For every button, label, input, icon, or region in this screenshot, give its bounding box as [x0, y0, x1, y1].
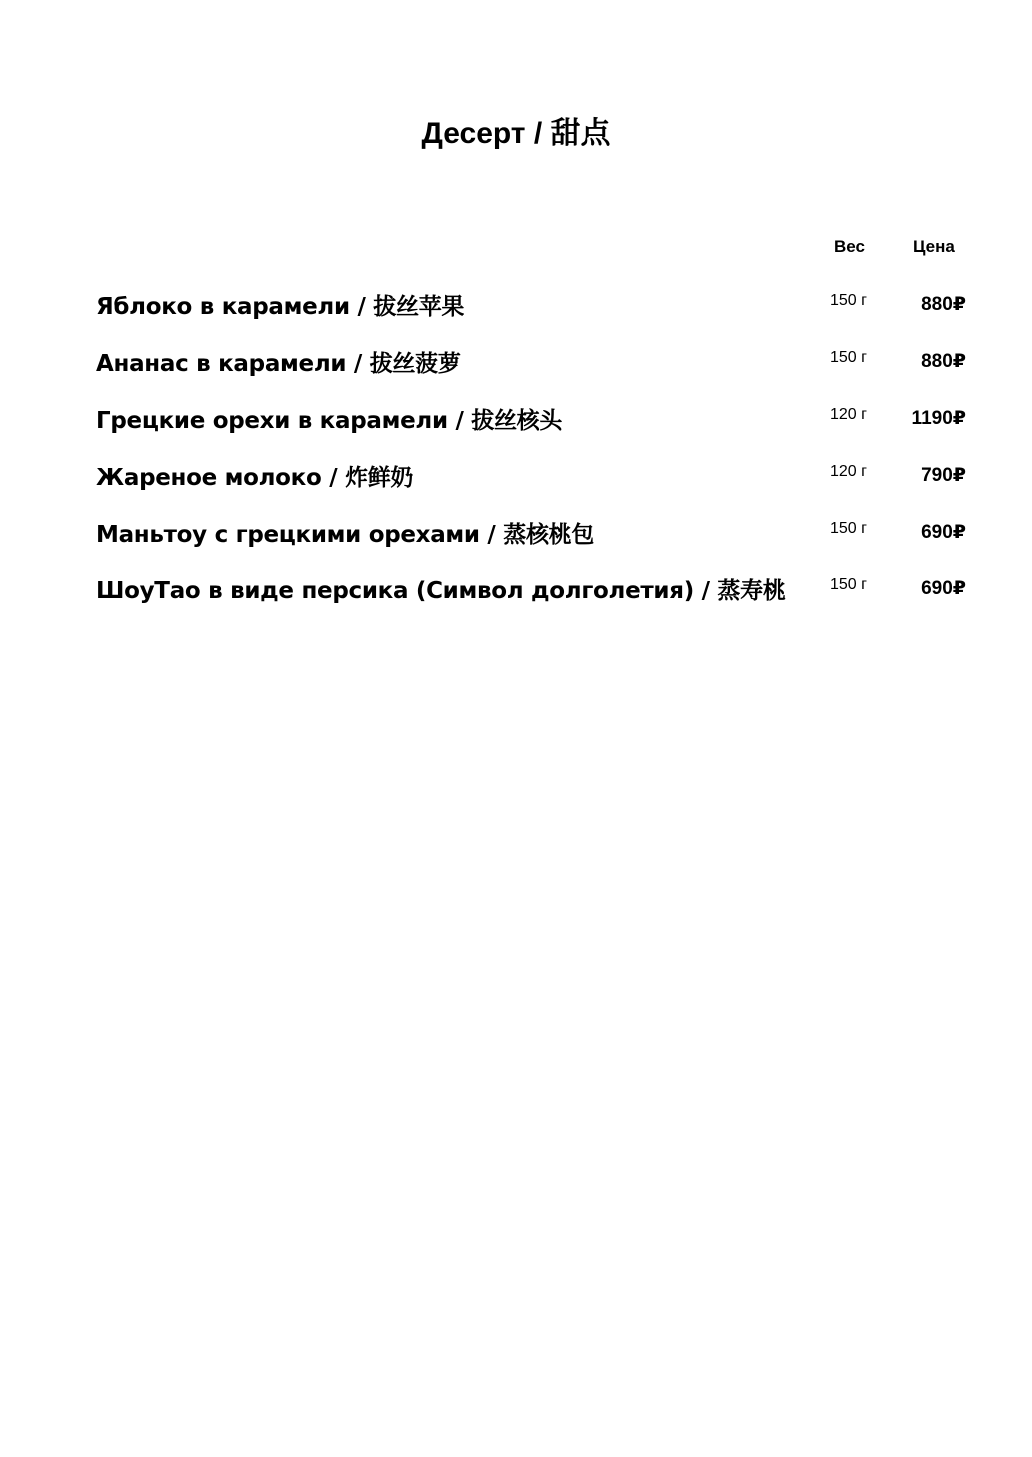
- item-name: Грецкие орехи в карамели / 拔丝核头: [96, 408, 563, 434]
- item-price: 690₽: [921, 522, 966, 543]
- weight-column-header: Вес: [834, 237, 865, 256]
- menu-item: [0, 404, 1032, 448]
- item-weight: 120 г: [830, 463, 867, 480]
- item-price: 790₽: [921, 465, 966, 486]
- menu-item: [0, 461, 1032, 505]
- price-column-header: Цена: [913, 237, 955, 256]
- item-price: 880₽: [921, 351, 966, 372]
- item-name: ШоуТао в виде персика (Символ долголетия) / 蒸寿桃: [96, 578, 786, 604]
- item-weight: 150 г: [830, 292, 867, 309]
- item-price: 690₽: [921, 578, 966, 599]
- item-weight: 150 г: [830, 576, 867, 593]
- item-weight: 120 г: [830, 406, 867, 423]
- item-weight: 150 г: [830, 520, 867, 537]
- page-title: Десерт / 甜点: [421, 117, 611, 150]
- menu-item: [0, 518, 1032, 562]
- item-price: 880₽: [921, 294, 966, 315]
- item-name: Жареное молоко / 炸鲜奶: [96, 465, 414, 491]
- item-price: 1190₽: [911, 408, 966, 429]
- item-name: Ананас в карамели / 拔丝菠萝: [96, 351, 461, 377]
- menu-item: [0, 290, 1032, 334]
- item-weight: 150 г: [830, 349, 867, 366]
- menu-item: [0, 347, 1032, 391]
- item-name: Маньтоу с грецкими орехами / 蒸核桃包: [96, 522, 595, 548]
- item-name: Яблоко в карамели / 拔丝苹果: [96, 294, 465, 320]
- menu-item: [0, 574, 1032, 618]
